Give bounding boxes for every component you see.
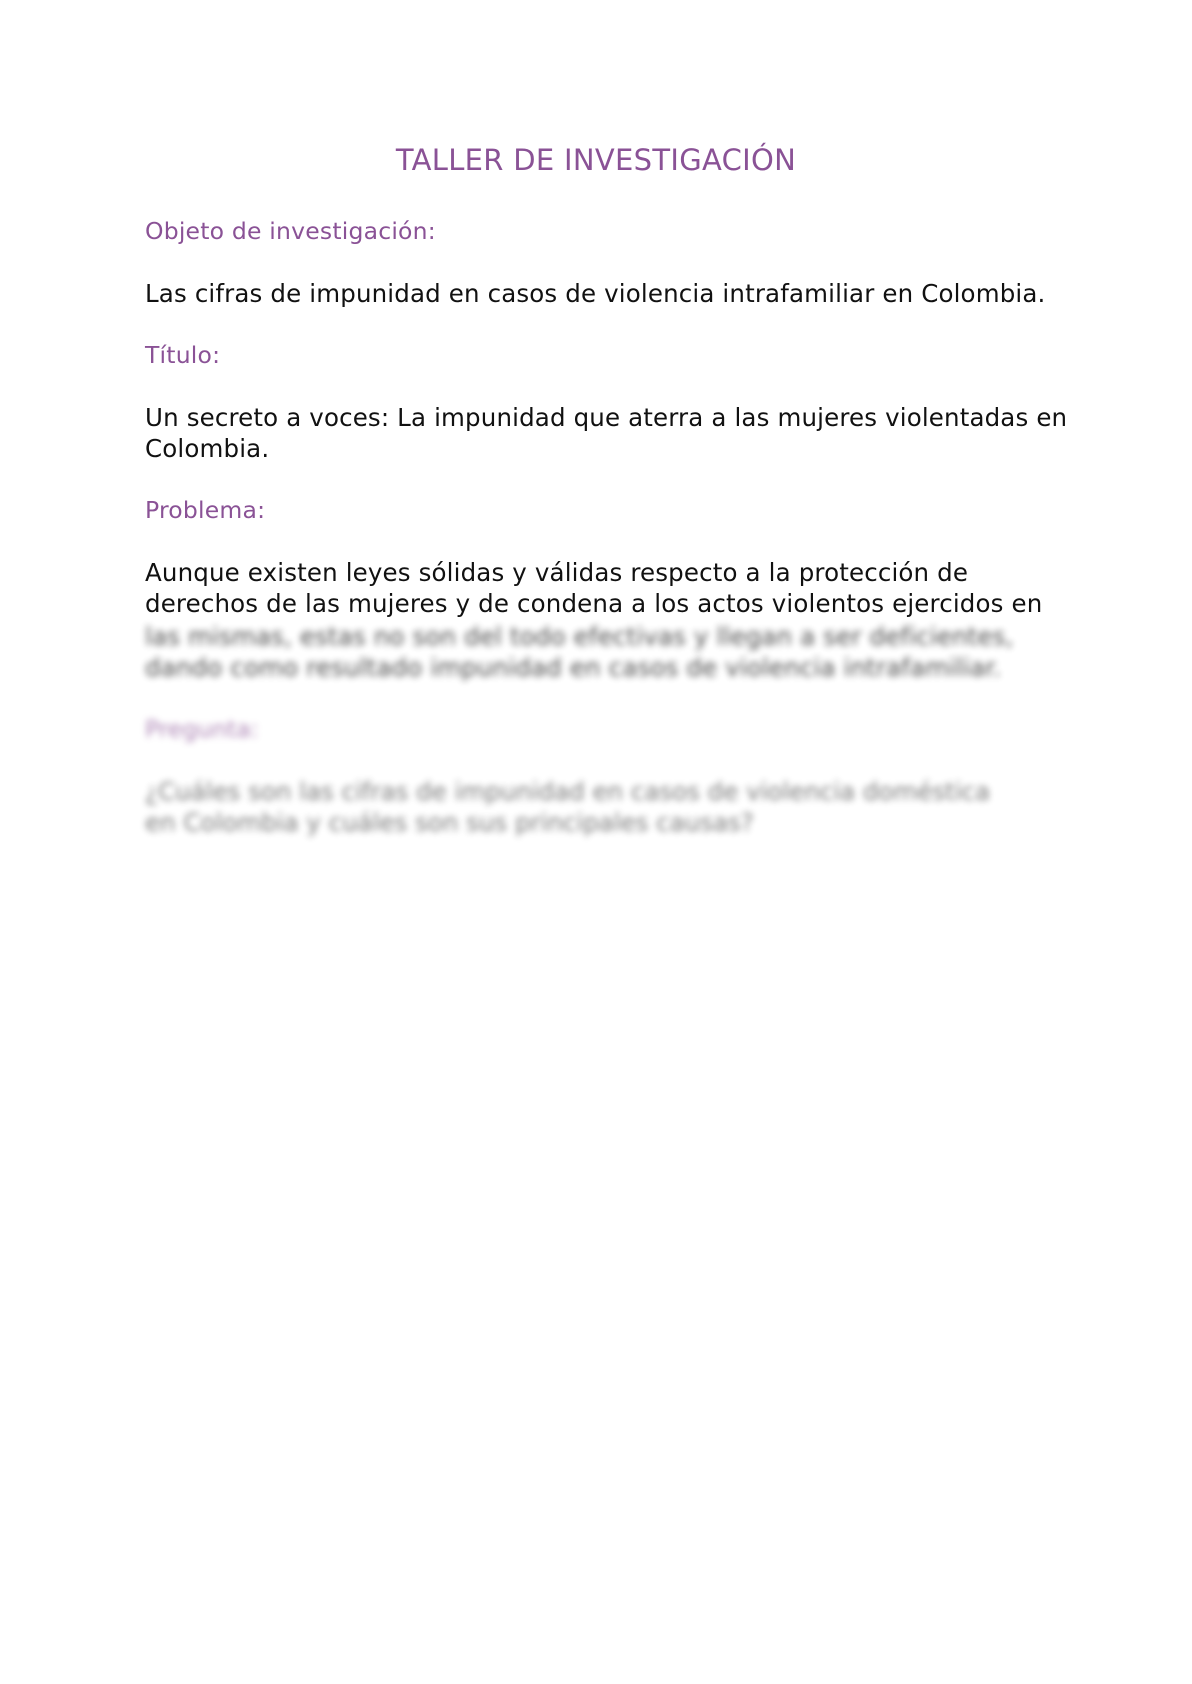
section-heading-pregunta: Pregunta: (145, 715, 259, 743)
pregunta-line-1-blurred: ¿Cuáles son las cifras de impunidad en casos de violencia doméstica (145, 777, 990, 806)
document-title: TALLER DE INVESTIGACIÓN (395, 143, 797, 177)
problema-line-1: Aunque existen leyes sólidas y válidas respecto a la protección de (145, 558, 969, 587)
problema-line-3-blurred: las mismas, estas no son del todo efectivas y llegan a ser deficientes, (145, 622, 1014, 651)
problema-blurred-region (145, 621, 1075, 683)
problema-line-2: derechos de las mujeres y de condena a los actos violentos ejercidos en (145, 589, 1043, 618)
section-problema (145, 495, 1075, 683)
section-heading-problema: Problema: (145, 496, 266, 524)
section-heading-titulo: Título: (145, 341, 221, 369)
section-text-problema (145, 557, 1075, 683)
section-heading-objeto: Objeto de investigación: (145, 217, 436, 245)
pregunta-line-2-blurred: en Colombia y cuáles son sus principales causas? (145, 808, 754, 837)
problema-line-2-clipped (145, 588, 1075, 624)
section-text-objeto: Las cifras de impunidad en casos de violencia intrafamiliar en Colombia. (145, 279, 1046, 308)
problema-line-4-blurred: dando como resultado impunidad en casos de violencia intrafamiliar. (145, 653, 1002, 682)
section-objeto (145, 216, 1075, 309)
section-text-pregunta (145, 776, 1075, 838)
document-content (145, 216, 1075, 838)
section-pregunta (145, 714, 1075, 838)
section-text-titulo: Un secreto a voces: La impunidad que aterra a las mujeres violentadas en Colombia. (145, 403, 1068, 463)
section-titulo (145, 340, 1075, 464)
